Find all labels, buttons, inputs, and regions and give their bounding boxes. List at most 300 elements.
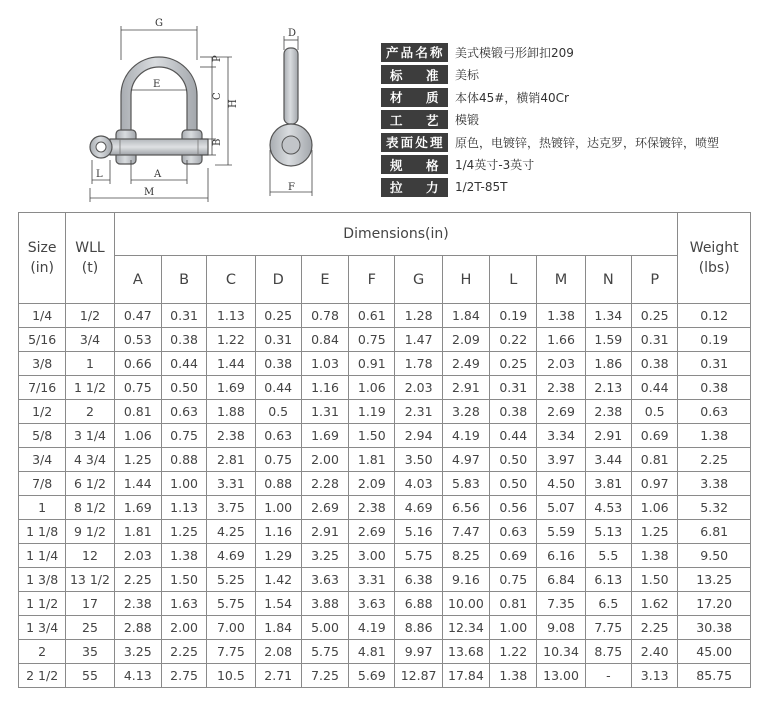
table-cell: 0.66 [114, 352, 161, 376]
table-cell: 6.13 [585, 568, 631, 592]
table-cell: 0.19 [490, 304, 537, 328]
pin-hole [96, 142, 106, 152]
spec-value: 美标 [455, 68, 480, 83]
table-cell: 3.75 [207, 496, 255, 520]
dim-column-header: N [585, 256, 631, 304]
table-row [19, 616, 751, 640]
table-cell: 1.38 [490, 664, 537, 688]
table-cell: 2.03 [114, 544, 161, 568]
table-cell: 1/2 [19, 400, 66, 424]
table-cell: 0.91 [349, 352, 395, 376]
table-cell: 1.62 [632, 592, 678, 616]
table-cell: 5.75 [207, 592, 255, 616]
table-cell: 5.16 [395, 520, 442, 544]
table-cell: 5.25 [207, 568, 255, 592]
shackle-pin [110, 139, 208, 155]
table-cell: 3/4 [19, 448, 66, 472]
table-cell: 3.97 [537, 448, 585, 472]
table-cell: 0.31 [632, 328, 678, 352]
table-cell: 1.29 [255, 544, 301, 568]
table-cell: 2.69 [301, 496, 348, 520]
table-cell: 1.69 [114, 496, 161, 520]
table-cell: 7/8 [19, 472, 66, 496]
table-cell: 25 [66, 616, 114, 640]
table-cell: 0.61 [349, 304, 395, 328]
spec-value: 美式模锻弓形卸扣209 [455, 45, 574, 60]
table-cell: 4.69 [395, 496, 442, 520]
table-cell: 1 1/4 [19, 544, 66, 568]
dim-column-header: B [161, 256, 206, 304]
shackle-bow [121, 57, 197, 135]
side-body [284, 48, 298, 124]
table-cell: 12.34 [442, 616, 489, 640]
spec-key: 表 面 处 理 [381, 133, 448, 152]
table-cell: 0.81 [632, 448, 678, 472]
spec-value: 模锻 [455, 113, 480, 128]
table-cell: 0.50 [490, 448, 537, 472]
dim-label-f: F [288, 182, 295, 193]
table-cell: 5.75 [395, 544, 442, 568]
table-cell: 0.5 [632, 400, 678, 424]
table-cell: 3.25 [114, 640, 161, 664]
table-cell: 0.75 [490, 568, 537, 592]
table-cell: 8.25 [442, 544, 489, 568]
table-cell: 1.38 [161, 544, 206, 568]
table-cell: 30.38 [678, 616, 751, 640]
table-row [19, 304, 751, 328]
table-cell: 2.13 [585, 376, 631, 400]
table-cell: 0.38 [161, 328, 206, 352]
table-cell: 2 1/2 [19, 664, 66, 688]
dim-column-header: E [301, 256, 348, 304]
table-cell: 2.38 [207, 424, 255, 448]
table-cell: 9 1/2 [66, 520, 114, 544]
table-cell: 5.83 [442, 472, 489, 496]
table-cell: 0.38 [490, 400, 537, 424]
table-cell: 1 1/2 [66, 376, 114, 400]
table-cell: 13.25 [678, 568, 751, 592]
table-row [19, 328, 751, 352]
table-cell: 17 [66, 592, 114, 616]
table-cell: 7.75 [585, 616, 631, 640]
table-cell: 6.5 [585, 592, 631, 616]
table-cell: 1.38 [678, 424, 751, 448]
table-cell: 45.00 [678, 640, 751, 664]
table-cell: 1.81 [349, 448, 395, 472]
table-cell: 0.50 [161, 376, 206, 400]
table-cell: 3.00 [349, 544, 395, 568]
table-cell: 3.44 [585, 448, 631, 472]
shackle-diagram [0, 0, 380, 208]
table-cell: 1.81 [114, 520, 161, 544]
table-row [19, 568, 751, 592]
table-cell: 10.00 [442, 592, 489, 616]
table-cell: 1 [19, 496, 66, 520]
table-cell: 12 [66, 544, 114, 568]
table-cell: 1.50 [632, 568, 678, 592]
table-cell: 1.00 [161, 472, 206, 496]
table-cell: 3.34 [537, 424, 585, 448]
table-cell: 1.28 [395, 304, 442, 328]
table-cell: 1.00 [255, 496, 301, 520]
spec-value: 原色，电镀锌，热镀锌，达克罗，环保镀锌，喷塑 [455, 135, 720, 150]
table-cell: 2.00 [301, 448, 348, 472]
spec-row [381, 176, 766, 199]
table-cell: 0.44 [490, 424, 537, 448]
table-cell: 0.5 [255, 400, 301, 424]
table-cell: 2.00 [161, 616, 206, 640]
spec-value: 1/2T-85T [455, 180, 508, 195]
table-cell: 13.68 [442, 640, 489, 664]
table-cell: 0.75 [114, 376, 161, 400]
table-cell: 1.86 [585, 352, 631, 376]
table-cell: 4.53 [585, 496, 631, 520]
dim-label-l: L [96, 169, 103, 180]
table-cell: 0.25 [490, 352, 537, 376]
table-cell: 4.19 [442, 424, 489, 448]
spec-key: 工 艺 [381, 110, 448, 129]
dim-column-header: A [114, 256, 161, 304]
table-cell: 0.63 [161, 400, 206, 424]
table-cell: 2.25 [114, 568, 161, 592]
table-cell: 0.69 [632, 424, 678, 448]
table-cell: 1.69 [207, 376, 255, 400]
table-cell: 2.03 [395, 376, 442, 400]
size-header: Size (in) [19, 213, 66, 304]
table-cell: 0.78 [301, 304, 348, 328]
table-cell: 0.44 [161, 352, 206, 376]
table-cell: 4.25 [207, 520, 255, 544]
table-cell: 1.47 [395, 328, 442, 352]
table-cell: 0.84 [301, 328, 348, 352]
table-row [19, 664, 751, 688]
table-cell: 2.25 [678, 448, 751, 472]
table-cell: 13.00 [537, 664, 585, 688]
table-cell: 0.25 [632, 304, 678, 328]
table-cell: 0.63 [678, 400, 751, 424]
table-cell: 1.69 [301, 424, 348, 448]
table-cell: 3.31 [349, 568, 395, 592]
table-cell: 0.38 [632, 352, 678, 376]
table-cell: 1.50 [349, 424, 395, 448]
table-cell: 3.38 [678, 472, 751, 496]
table-cell: 1.13 [207, 304, 255, 328]
table-cell: 17.84 [442, 664, 489, 688]
dim-label-a: A [154, 169, 162, 180]
table-row [19, 352, 751, 376]
table-cell: 0.88 [255, 472, 301, 496]
dimension-columns-row [19, 256, 751, 304]
table-cell: 2.91 [442, 376, 489, 400]
table-cell: 2.94 [395, 424, 442, 448]
table-cell: 1.16 [301, 376, 348, 400]
table-cell: 10.34 [537, 640, 585, 664]
table-cell: 6.81 [678, 520, 751, 544]
table-cell: 1.84 [442, 304, 489, 328]
table-cell: 1.25 [161, 520, 206, 544]
table-cell: 4.81 [349, 640, 395, 664]
table-cell: 0.75 [255, 448, 301, 472]
spec-list [381, 41, 766, 199]
table-cell: 0.75 [161, 424, 206, 448]
table-cell: 2.38 [537, 376, 585, 400]
table-cell: 1.06 [114, 424, 161, 448]
table-cell: 0.97 [632, 472, 678, 496]
dim-column-header: H [442, 256, 489, 304]
shackle-drawings [0, 0, 380, 208]
table-cell: 0.50 [490, 472, 537, 496]
table-cell: 2.81 [207, 448, 255, 472]
table-cell: 10.5 [207, 664, 255, 688]
table-cell: 4.50 [537, 472, 585, 496]
table-cell: 6.16 [537, 544, 585, 568]
table-cell: 0.44 [632, 376, 678, 400]
table-row [19, 376, 751, 400]
table-cell: 13 1/2 [66, 568, 114, 592]
table-cell: 2.03 [537, 352, 585, 376]
table-cell: 0.19 [678, 328, 751, 352]
table-cell: 0.31 [161, 304, 206, 328]
table-cell: 9.16 [442, 568, 489, 592]
table-cell: 2.69 [537, 400, 585, 424]
table-cell: 5.5 [585, 544, 631, 568]
table-row [19, 544, 751, 568]
table-cell: 0.31 [490, 376, 537, 400]
table-cell: 2.28 [301, 472, 348, 496]
table-cell: 1 1/2 [19, 592, 66, 616]
spec-value: 本体45#，横销40Cr [455, 90, 569, 105]
table-cell: 1.25 [632, 520, 678, 544]
side-view [270, 28, 312, 196]
table-cell: 4 3/4 [66, 448, 114, 472]
dimensions-table-wrap [18, 212, 751, 688]
table-cell: 1.34 [585, 304, 631, 328]
table-cell: 6.56 [442, 496, 489, 520]
table-cell: 0.63 [490, 520, 537, 544]
table-cell: 0.38 [255, 352, 301, 376]
table-cell: 6.84 [537, 568, 585, 592]
table-cell: 7.35 [537, 592, 585, 616]
table-cell: 9.97 [395, 640, 442, 664]
table-cell: 1/2 [66, 304, 114, 328]
spec-key: 标 准 [381, 65, 448, 84]
table-cell: 8.75 [585, 640, 631, 664]
table-cell: 3.63 [349, 592, 395, 616]
table-cell: 1.00 [490, 616, 537, 640]
table-cell: 3.50 [395, 448, 442, 472]
table-row [19, 592, 751, 616]
table-cell: 5.07 [537, 496, 585, 520]
spec-row [381, 154, 766, 177]
table-cell: 1.54 [255, 592, 301, 616]
weight-header: Weight (lbs) [678, 213, 751, 304]
table-cell: 17.20 [678, 592, 751, 616]
spec-row [381, 41, 766, 64]
table-cell: 0.44 [255, 376, 301, 400]
table-cell: 2.31 [395, 400, 442, 424]
table-cell: 4.97 [442, 448, 489, 472]
table-cell: 7.00 [207, 616, 255, 640]
table-cell: 1.78 [395, 352, 442, 376]
table-cell: 0.53 [114, 328, 161, 352]
table-cell: 2.25 [161, 640, 206, 664]
table-cell: 1.66 [537, 328, 585, 352]
table-row [19, 640, 751, 664]
table-cell: 1.03 [301, 352, 348, 376]
table-cell: 0.63 [255, 424, 301, 448]
table-cell: 1.25 [114, 448, 161, 472]
table-cell: 2.38 [585, 400, 631, 424]
dim-label-d: D [288, 28, 297, 39]
spec-key: 拉 力 [381, 178, 448, 197]
table-cell: 1.88 [207, 400, 255, 424]
table-cell: 1 [66, 352, 114, 376]
spec-row [381, 64, 766, 87]
table-cell: 5.69 [349, 664, 395, 688]
table-row [19, 496, 751, 520]
table-cell: 2.88 [114, 616, 161, 640]
dim-label-h: H [228, 99, 239, 108]
table-cell: 3 1/4 [66, 424, 114, 448]
dim-column-header: M [537, 256, 585, 304]
table-cell: 1.63 [161, 592, 206, 616]
table-cell: 9.08 [537, 616, 585, 640]
table-cell: 4.69 [207, 544, 255, 568]
table-row [19, 520, 751, 544]
table-cell: 3.31 [207, 472, 255, 496]
table-cell: 3.81 [585, 472, 631, 496]
table-cell: 1/4 [19, 304, 66, 328]
table-cell: 1.84 [255, 616, 301, 640]
table-cell: 1 3/8 [19, 568, 66, 592]
table-cell: 3/4 [66, 328, 114, 352]
table-cell: 2 [19, 640, 66, 664]
table-cell: 2.40 [632, 640, 678, 664]
table-cell: 12.87 [395, 664, 442, 688]
table-cell: 4.19 [349, 616, 395, 640]
wll-header: WLL (t) [66, 213, 114, 304]
dim-column-header: C [207, 256, 255, 304]
table-cell: 2.91 [585, 424, 631, 448]
table-cell: 1.50 [161, 568, 206, 592]
table-cell: 2.75 [161, 664, 206, 688]
table-cell: 0.31 [678, 352, 751, 376]
table-cell: 1.19 [349, 400, 395, 424]
spec-row [381, 131, 766, 154]
table-cell: 1.31 [301, 400, 348, 424]
table-cell: 85.75 [678, 664, 751, 688]
table-cell: 3/8 [19, 352, 66, 376]
dim-column-header: G [395, 256, 442, 304]
table-cell: 2.69 [349, 520, 395, 544]
table-cell: 0.81 [114, 400, 161, 424]
table-cell: 0.75 [349, 328, 395, 352]
table-cell: 2.71 [255, 664, 301, 688]
table-row [19, 400, 751, 424]
table-cell: 1.38 [537, 304, 585, 328]
spec-value: 1/4英寸-3英寸 [455, 158, 535, 173]
table-cell: 6.38 [395, 568, 442, 592]
dim-label-e: E [153, 79, 161, 90]
table-row [19, 424, 751, 448]
table-cell: 3.25 [301, 544, 348, 568]
table-cell: 3.13 [632, 664, 678, 688]
table-cell: 3.63 [301, 568, 348, 592]
table-cell: 0.88 [161, 448, 206, 472]
table-cell: 1.44 [207, 352, 255, 376]
dim-label-g: G [155, 18, 163, 29]
table-cell: 2.91 [301, 520, 348, 544]
table-cell: 7.75 [207, 640, 255, 664]
dim-column-header: L [490, 256, 537, 304]
dim-label-c: C [212, 92, 223, 100]
table-cell: 55 [66, 664, 114, 688]
table-cell: 2.09 [442, 328, 489, 352]
table-row [19, 448, 751, 472]
table-cell: 6 1/2 [66, 472, 114, 496]
spec-row [381, 86, 766, 109]
table-cell: 5/16 [19, 328, 66, 352]
table-cell: 1.38 [632, 544, 678, 568]
spec-key: 材 质 [381, 88, 448, 107]
spec-key: 规 格 [381, 155, 448, 174]
table-cell: 0.69 [490, 544, 537, 568]
table-cell: 1.06 [349, 376, 395, 400]
table-cell: 35 [66, 640, 114, 664]
table-cell: 0.31 [255, 328, 301, 352]
table-body [19, 304, 751, 688]
front-view [90, 18, 239, 202]
table-cell: 1.44 [114, 472, 161, 496]
table-cell: 2.49 [442, 352, 489, 376]
table-cell: 0.12 [678, 304, 751, 328]
table-cell: 6.88 [395, 592, 442, 616]
dim-column-header: F [349, 256, 395, 304]
table-cell: 7.47 [442, 520, 489, 544]
table-cell: 2.38 [114, 592, 161, 616]
table-cell: 0.81 [490, 592, 537, 616]
table-cell: 5.13 [585, 520, 631, 544]
table-cell: 0.22 [490, 328, 537, 352]
dimensions-table [18, 212, 751, 688]
table-cell: 0.47 [114, 304, 161, 328]
table-cell: 1.22 [207, 328, 255, 352]
table-cell: 1.22 [490, 640, 537, 664]
dim-column-header: P [632, 256, 678, 304]
table-cell: 1.06 [632, 496, 678, 520]
spec-key: 产 品 名 称 [381, 43, 448, 62]
table-cell: 5.75 [301, 640, 348, 664]
dim-label-b: B [212, 138, 223, 146]
dim-label-m: M [144, 187, 155, 198]
table-cell: 1.59 [585, 328, 631, 352]
dim-column-header: D [255, 256, 301, 304]
table-cell: 3.28 [442, 400, 489, 424]
table-cell: 5.32 [678, 496, 751, 520]
table-cell: 0.25 [255, 304, 301, 328]
table-cell: 1.13 [161, 496, 206, 520]
table-cell: 5.59 [537, 520, 585, 544]
table-cell: 8.86 [395, 616, 442, 640]
table-cell: 7.25 [301, 664, 348, 688]
table-cell: 2.08 [255, 640, 301, 664]
spec-row [381, 109, 766, 132]
table-cell: 2.25 [632, 616, 678, 640]
table-cell: 1 3/4 [19, 616, 66, 640]
table-cell: 4.03 [395, 472, 442, 496]
table-cell: 2.38 [349, 496, 395, 520]
table-cell: 0.56 [490, 496, 537, 520]
